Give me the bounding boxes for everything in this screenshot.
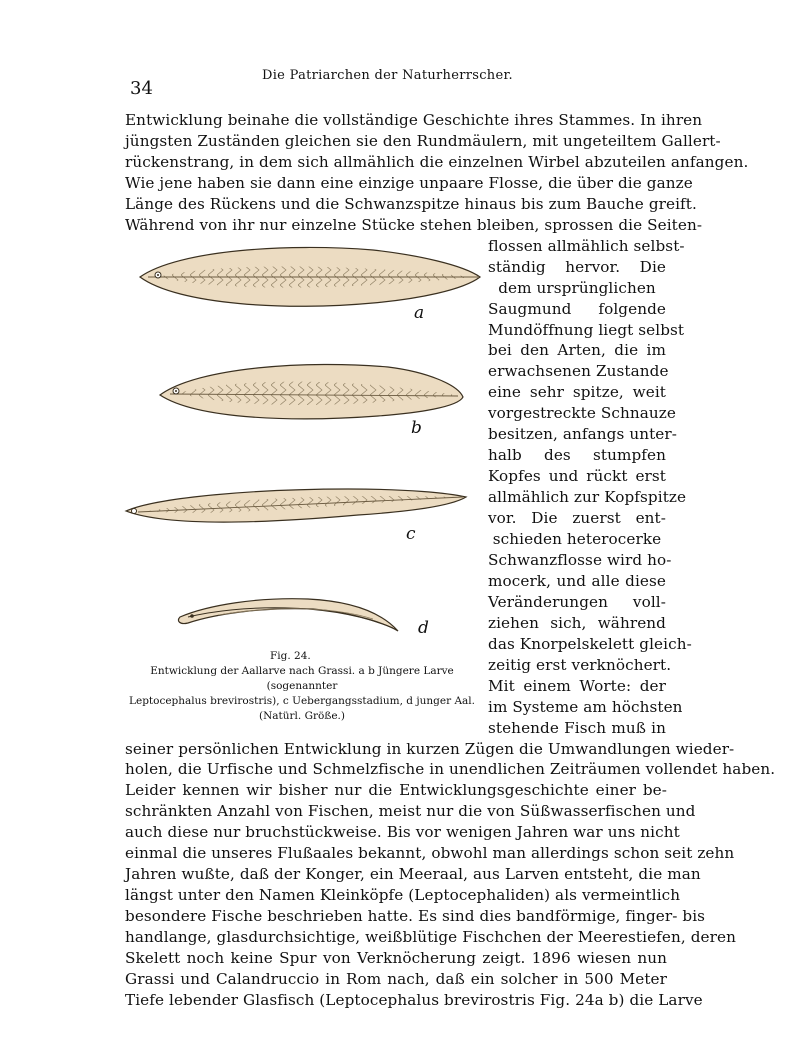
text-line: ziehen sich, während <box>488 613 666 632</box>
text-line: einmal die unseres Flußaales bekannt, obwohl man allerdings schon seit zehn <box>125 844 735 863</box>
figure-illustration <box>118 235 483 655</box>
text-line: Mundöffnung liegt selbst <box>488 320 685 339</box>
text-line: mocerk, und alle diese <box>488 571 666 590</box>
text-line: vorgestreckte Schnauze <box>488 404 676 423</box>
text-line: dem ursprünglichen <box>498 278 656 297</box>
text-line: handlange, glasdurchsichtige, weißblütige Fischchen der Meerestiefen, deren <box>125 928 736 946</box>
text-line: holen, die Urfische und Schmelzfische in unendlichen Zeiträumen vollendet haben. <box>125 760 776 779</box>
text-line: Leider kennen wir bisher nur die Entwicklungsgeschichte einer be- <box>125 781 667 800</box>
text-line: Schwanzflosse wird ho- <box>488 551 672 569</box>
text-line: besitzen, anfangs unter- <box>488 425 677 444</box>
figure-number: Fig. 24. <box>270 650 311 662</box>
text-line: das Knorpelskelett gleich- <box>488 634 692 653</box>
text-line: Wie jene haben sie dann eine einzige unpaare Flosse, die über die ganze <box>125 173 693 192</box>
figure-eel-larvae <box>118 235 483 655</box>
eel-d <box>178 599 398 631</box>
panel-label-c: c <box>406 524 416 544</box>
text-line: Während von ihr nur einzelne Stücke stehen bleiben, sprossen die Seiten- <box>125 215 703 234</box>
text-line: stehende Fisch muß in <box>488 718 666 737</box>
larva-a <box>140 247 480 306</box>
text-line: Tiefe lebender Glasfisch (Leptocephalus brevirostris Fig. 24a b) die Larve <box>125 990 703 1009</box>
text-line: rückenstrang, in dem sich allmählich die einzelnen Wirbel abzuteilen anfangen. <box>125 152 749 171</box>
text-line: jüngsten Zuständen gleichen sie den Rundmäulern, mit ungeteiltem Gallert- <box>125 131 721 150</box>
text-line: schieden heterocerke <box>492 530 662 548</box>
panel-label-b: b <box>411 418 422 438</box>
larva-c <box>126 489 466 522</box>
caption-line: (Natürl. Größe.) <box>259 710 345 722</box>
text-line: Mit einem Worte: der <box>488 676 666 695</box>
text-line: flossen allmählich selbst- <box>488 236 685 255</box>
caption-line: Entwicklung der Aallarve nach Grassi. a b Jüngere Larve (sogenannter <box>150 665 454 692</box>
running-head: Die Patriarchen der Naturherrscher. <box>262 68 513 83</box>
text-line: auch diese nur bruchstückweise. Bis vor wenigen Jahren war uns nicht <box>125 823 680 842</box>
panel-label-a: a <box>414 303 425 323</box>
panel-label-d: d <box>418 618 429 638</box>
text-line: im Systeme am höchsten <box>488 697 683 716</box>
text-line: Jahren wußte, daß der Konger, ein Meeraal, aus Larven entsteht, die man <box>125 865 701 884</box>
caption-line: Leptocephalus brevirostris), c Uebergangsstadium, d junger Aal. <box>129 695 475 707</box>
larva-b <box>160 364 463 418</box>
text-line: Skelett noch keine Spur von Verknöcherung zeigt. 1896 wiesen nun <box>125 949 667 967</box>
text-line: vor. Die zuerst ent- <box>488 509 666 528</box>
text-line: seiner persönlichen Entwicklung in kurzen Zügen die Umwandlungen wieder- <box>125 739 735 758</box>
text-line: schränkten Anzahl von Fischen, meist nur die von Süßwasserfischen und <box>125 802 696 821</box>
text-line: besondere Fische beschrieben hatte. Es sind dies bandförmige, finger- bis <box>125 907 706 926</box>
figure-caption <box>118 664 486 724</box>
text-line: längst unter den Namen Kleinköpfe (Leptocephaliden) als vermeintlich <box>125 886 681 905</box>
text-line: Saugmund folgende <box>488 299 666 318</box>
text-line: Grassi und Calandruccio in Rom nach, daß ein solcher in 500 Meter <box>125 969 667 988</box>
text-line: allmählich zur Kopfspitze <box>488 488 687 507</box>
page-number: 34 <box>130 78 153 99</box>
text-line: eine sehr spitze, weit <box>488 383 666 402</box>
text-line: ständig hervor. Die <box>488 257 666 276</box>
text-line: halb des stumpfen <box>488 446 666 465</box>
text-line: Entwicklung beinahe die vollständige Geschichte ihres Stammes. In ihren <box>125 111 703 129</box>
text-line: bei den Arten, die im <box>488 341 666 360</box>
text-line: Veränderungen voll- <box>488 592 666 611</box>
text-line: Länge des Rückens und die Schwanzspitze hinaus bis zum Bauche greift. <box>125 194 697 213</box>
text-line: erwachsenen Zustande <box>488 362 669 381</box>
text-line: Kopfes und rückt erst <box>488 467 666 486</box>
text-line: zeitig erst verknöchert. <box>488 655 672 674</box>
